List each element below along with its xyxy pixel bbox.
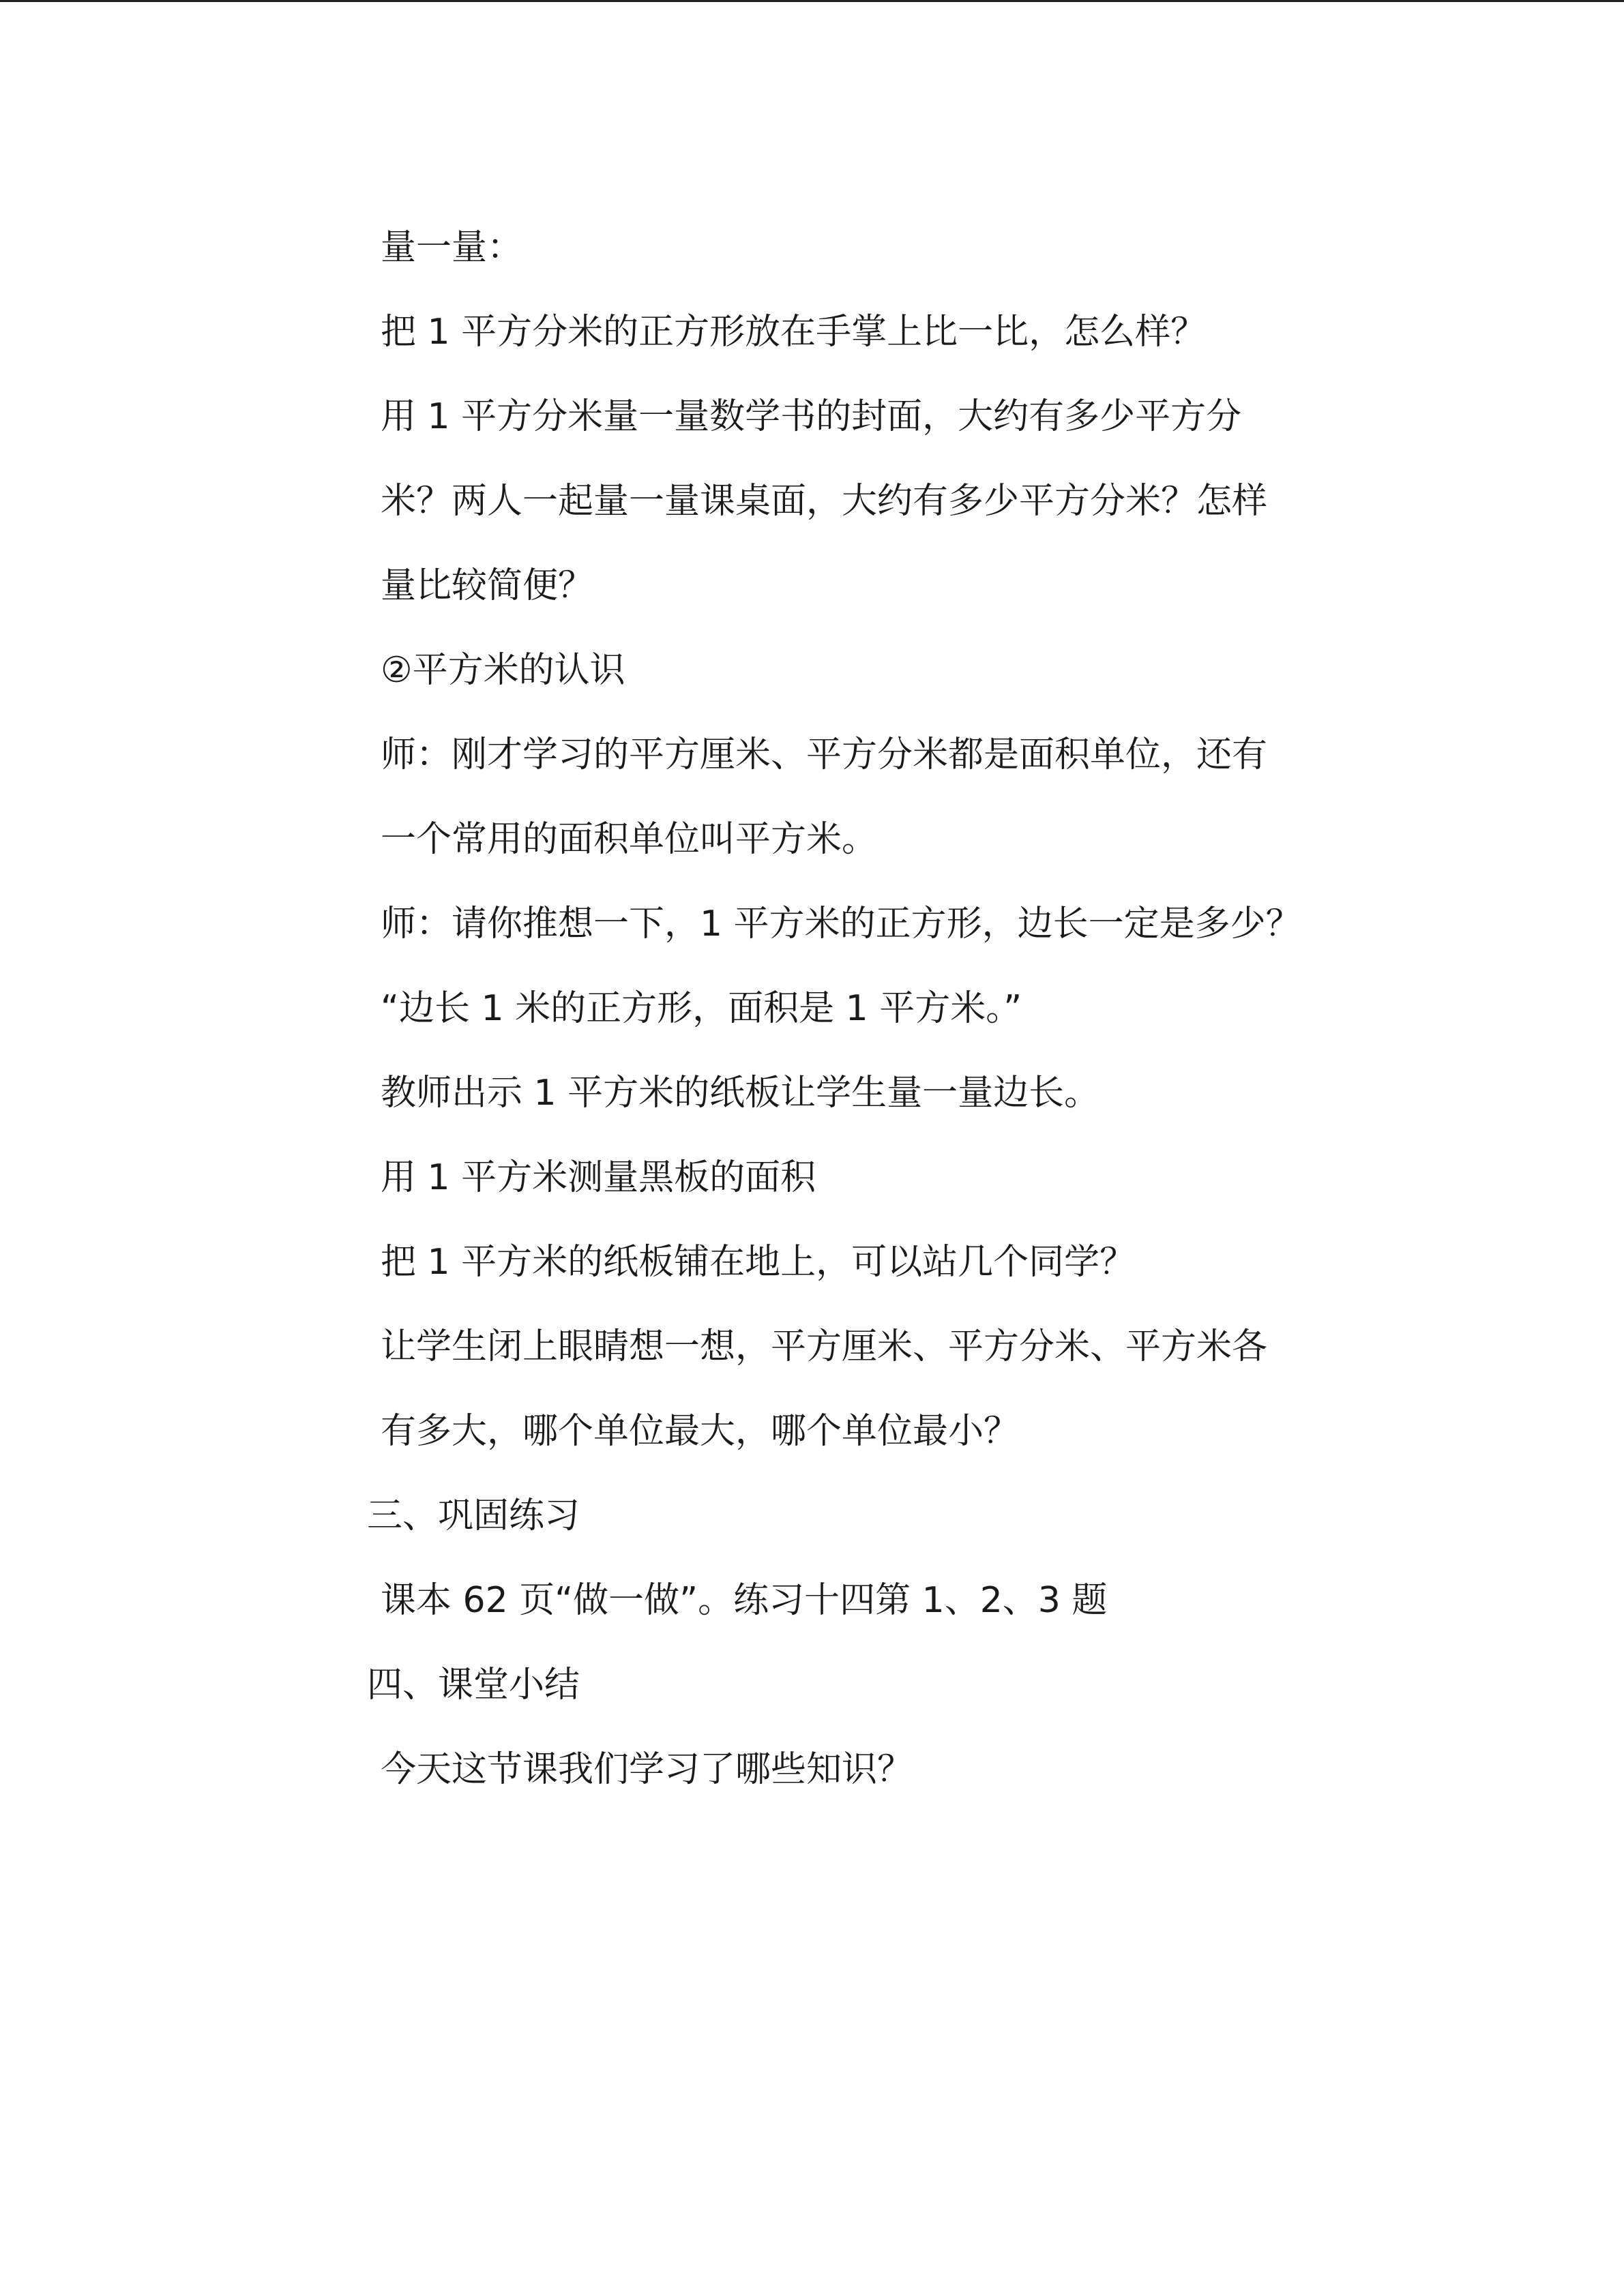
- text-line: 课本 62 页“做一做”。练习十四第 1、2、3 题: [381, 1580, 1108, 1621]
- text-line: 教师出示 1 平方米的纸板让学生量一量边长。: [381, 1073, 1100, 1114]
- document-body: [367, 205, 1370, 1812]
- text-line: 用 1 平方分米量一量数学书的封面，大约有多少平方分: [381, 396, 1242, 437]
- text-line: 把 1 平方米的纸板铺在地上，可以站几个同学？: [381, 1242, 1136, 1283]
- text-line: 一个常用的面积单位叫平方米。: [381, 819, 878, 860]
- section-heading: 四、课堂小结: [367, 1665, 580, 1705]
- text-line: 今天这节课我们学习了哪些知识？: [381, 1749, 913, 1790]
- text-line: 量一量：: [381, 227, 523, 268]
- text-line: 有多大，哪个单位最大，哪个单位最小？: [381, 1411, 1020, 1452]
- subsection-heading: ②平方米的认识: [381, 650, 625, 691]
- text-line: 用 1 平方米测量黑板的面积: [381, 1157, 816, 1198]
- text-line: 把 1 平方分米的正方形放在手掌上比一比，怎么样？: [381, 312, 1207, 353]
- section-heading: 三、巩固练习: [367, 1495, 580, 1536]
- text-line: 米？两人一起量一量课桌面，大约有多少平方分米？怎样: [381, 481, 1268, 522]
- text-line: “边长 1 米的正方形，面积是 1 平方米。”: [381, 988, 1022, 1029]
- text-line: 师：请你推想一下，1 平方米的正方形，边长一定是多少？: [381, 904, 1301, 944]
- text-line: 师：刚才学习的平方厘米、平方分米都是面积单位，还有: [381, 734, 1268, 775]
- text-line: 量比较简便？: [381, 565, 594, 606]
- text-line: 让学生闭上眼睛想一想，平方厘米、平方分米、平方米各: [381, 1326, 1268, 1367]
